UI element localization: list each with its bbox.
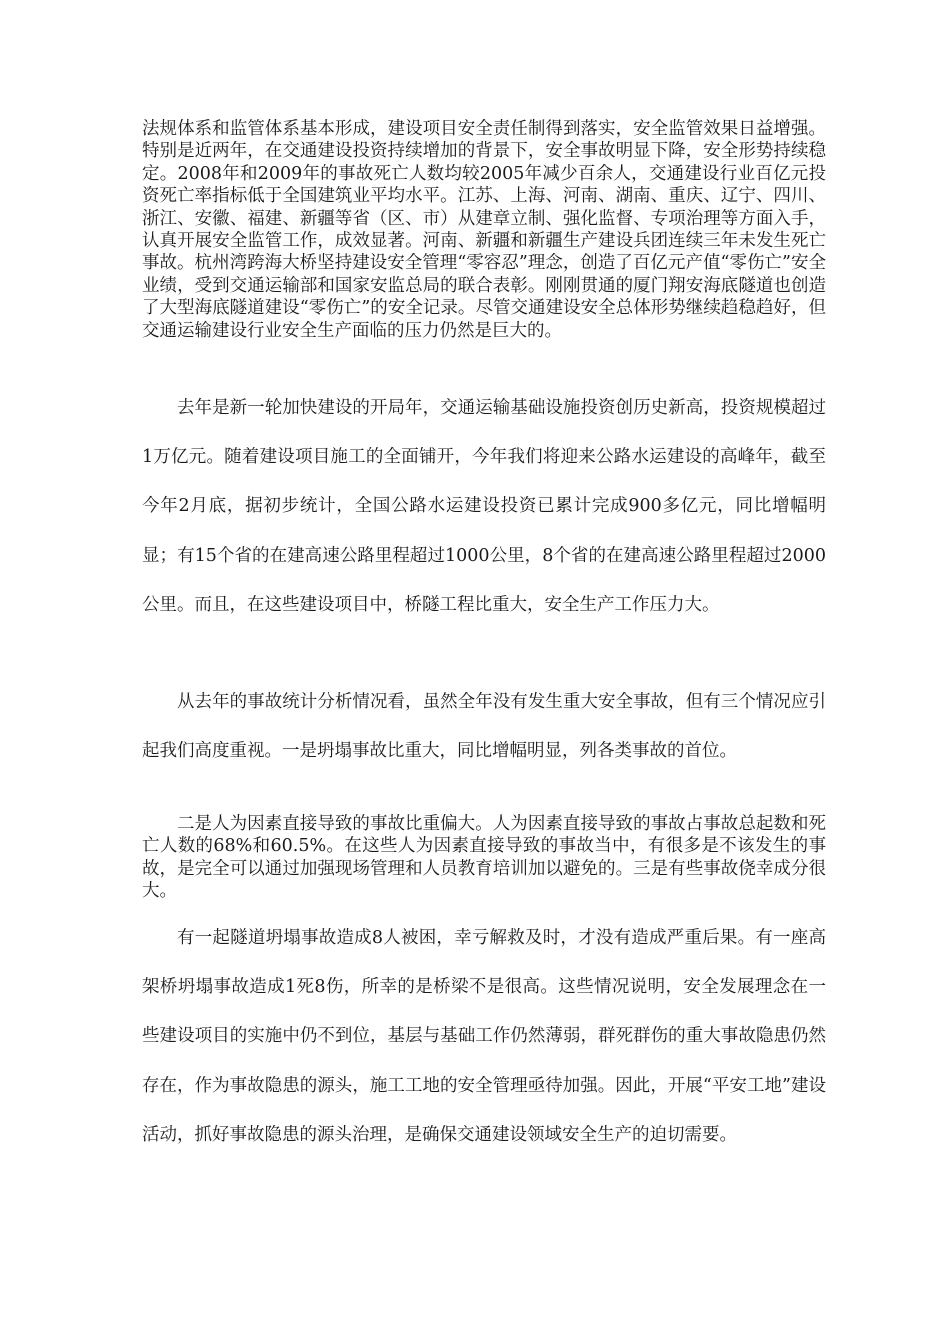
paragraph-human-factors: 二是人为因素直接导致的事故比重偏大。人为因素直接导致的事故占事故总起数和死亡人数的68%和60.5%。在这些人为因素直接导致的事故当中，有很多是不该发生的事故，是完全可以通过加强现场管理和人员教育培训加以避免的。三是有些事故侥幸成分很大。	[142, 814, 826, 902]
paragraph-accident-analysis: 从去年的事故统计分析情况看，虽然全年没有发生重大安全事故，但有三个情况应引起我们高度重视。一是坍塌事故比重大，同比增幅明显，列各类事故的首位。	[142, 692, 826, 762]
paragraph-safety-record: 法规体系和监管体系基本形成，建设项目安全责任制得到落实，安全监管效果日益增强。特别是近两年，在交通建设投资持续增加的背景下，安全事故明显下降，安全形势持续稳定。2008年和2009年的事故死亡人数均较2005年减少百余人，交通建设行业百亿元投资死亡率指标低于全国建筑业平均水平。江苏、上海、河南、湖南、重庆、辽宁、四川、浙江、安徽、福建、新疆等省（区、市）从建章立制、强化监督、专项治理等方面入手，认真开展安全监管工作，成效显著。河南、新疆和新疆生产建设兵团连续三年未发生死亡事故。杭州湾跨海大桥坚持建设安全管理“零容忍”理念，创造了百亿元产值“零伤亡”安全业绩，受到交通运输部和国家安监总局的联合表彰。刚刚贯通的厦门翔安海底隧道也创造了大型海底隧道建设“零伤亡”的安全记录。尽管交通建设安全总体形势继续趋稳趋好，但交通运输建设行业安全生产面临的压力仍然是巨大的。	[142, 119, 826, 341]
paragraph-collapse-cases: 有一起隧道坍塌事故造成8人被困，幸亏解救及时，才没有造成严重后果。有一座高架桥坍塌事故造成1死8伤，所幸的是桥梁不是很高。这些情况说明，安全发展理念在一些建设项目的实施中仍不到位，基层与基础工作仍然薄弱，群死群伤的重大事故隐患仍然存在，作为事故隐患的源头，施工工地的安全管理亟待加强。因此，开展“平安工地”建设活动，抓好事故隐患的源头治理，是确保交通建设领域安全生产的迫切需要。	[142, 928, 826, 1145]
paragraph-investment-scale: 去年是新一轮加快建设的开局年，交通运输基础设施投资创历史新高，投资规模超过1万亿元。随着建设项目施工的全面铺开，今年我们将迎来公路水运建设的高峰年，截至今年2月底，据初步统计，全国公路水运建设投资已累计完成900多亿元，同比增幅明显；有15个省的在建高速公路里程超过1000公里，8个省的在建高速公路里程超过2000公里。而且，在这些建设项目中，桥隧工程比重大，安全生产工作压力大。	[142, 398, 826, 615]
